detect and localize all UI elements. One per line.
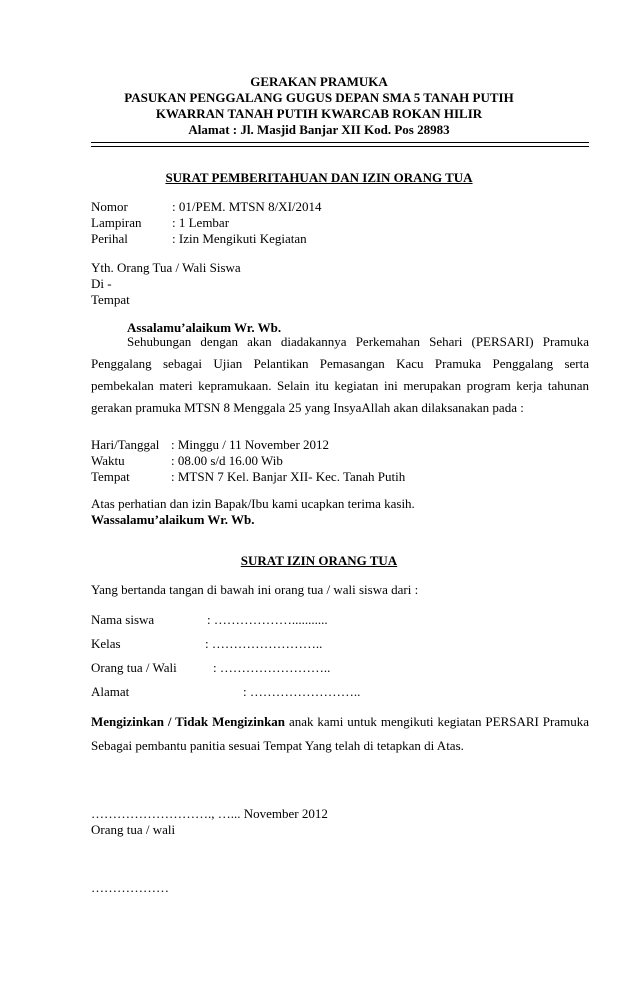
schedule-value: : Minggu / 11 November 2012 (171, 437, 330, 452)
schedule-time (91, 453, 283, 469)
consent-choice: Mengizinkan / Tidak Mengizinkan (91, 714, 286, 729)
body-paragraph (91, 331, 589, 419)
meta-label: Nomor (91, 199, 128, 214)
recipient-line: Di - (91, 276, 112, 291)
meta-label: Perihal (91, 231, 128, 246)
date-line: ………………………., …... November 2012 (91, 806, 328, 821)
schedule-label: Hari/Tanggal (91, 437, 160, 452)
header-divider-thin (91, 146, 589, 147)
closing-text: Wassalamu’alaikum Wr. Wb. (91, 512, 255, 527)
field-parent (91, 660, 330, 676)
schedule-label: Tempat (91, 469, 130, 484)
field-address (91, 684, 360, 700)
meta-lampiran (91, 215, 229, 231)
meta-value: : 1 Lembar (172, 215, 230, 230)
schedule-value: : 08.00 s/d 16.00 Wib (171, 453, 283, 468)
field-student-name (91, 612, 328, 628)
org-name: GERAKAN PRAMUKA (250, 74, 388, 89)
unit-name: PASUKAN PENGGALANG GUGUS DEPAN SMA 5 TANAH PUTIH (124, 90, 514, 105)
region-name: KWARRAN TANAH PUTIH KWARCAB ROKAN HILIR (155, 106, 483, 121)
meta-value: : Izin Mengikuti Kegiatan (172, 231, 307, 246)
field-value: : ………………........... (207, 612, 328, 627)
body-text: Sehubungan dengan akan diadakannya Perkemahan Sehari (PERSARI) Pramuka Penggalang sebagai Ujian Pelantikan Pemasangan Kacu Pramuka Penggalang serta pembekalan materi kepramukaan. Selain itu kegiatan ini merupakan program kerja tahunan gerakan pramuka MTSN 8 Menggala 25 yang InsyaAllah akan dilaksanakan pada : (91, 334, 589, 415)
field-label: Nama siswa (91, 612, 155, 627)
schedule-place (91, 469, 405, 485)
field-value: : …………………….. (243, 684, 361, 699)
thanks-text: Atas perhatian dan izin Bapak/Ibu kami ucapkan terima kasih. (91, 496, 415, 511)
field-label: Kelas (91, 636, 121, 651)
field-class (91, 636, 322, 652)
address: Alamat : Jl. Masjid Banjar XII Kod. Pos 28983 (188, 122, 450, 137)
recipient-line: Tempat (91, 292, 130, 307)
header-divider (91, 142, 589, 143)
letter-title: SURAT PEMBERITAHUAN DAN IZIN ORANG TUA (165, 170, 473, 185)
meta-perihal (91, 231, 307, 247)
signature-line: ……………… (91, 880, 169, 895)
meta-value: : 01/PEM. MTSN 8/XI/2014 (172, 199, 322, 214)
signer-label: Orang tua / wali (91, 822, 176, 837)
field-value: : …………………….. (213, 660, 331, 675)
recipient-line: Yth. Orang Tua / Wali Siswa (91, 260, 241, 275)
schedule-date (91, 437, 329, 453)
field-label: Orang tua / Wali (91, 660, 177, 675)
schedule-value: : MTSN 7 Kel. Banjar XII- Kec. Tanah Putih (171, 469, 406, 484)
meta-nomor (91, 199, 322, 215)
schedule-label: Waktu (91, 453, 125, 468)
field-value: : …………………….. (205, 636, 323, 651)
consent-text: anak kami untuk mengikuti kegiatan PERSARI Pramuka Sebagai pembantu panitia sesuai Tempat Yang telah di tetapkan di Atas. (91, 714, 589, 753)
meta-label: Lampiran (91, 215, 142, 230)
field-label: Alamat (91, 684, 130, 699)
permit-title: SURAT IZIN ORANG TUA (240, 553, 398, 568)
permit-intro: Yang bertanda tangan di bawah ini orang tua / wali siswa dari : (91, 582, 419, 597)
consent-paragraph (91, 710, 589, 758)
greeting: Assalamu’alaikum Wr. Wb. (127, 320, 282, 335)
